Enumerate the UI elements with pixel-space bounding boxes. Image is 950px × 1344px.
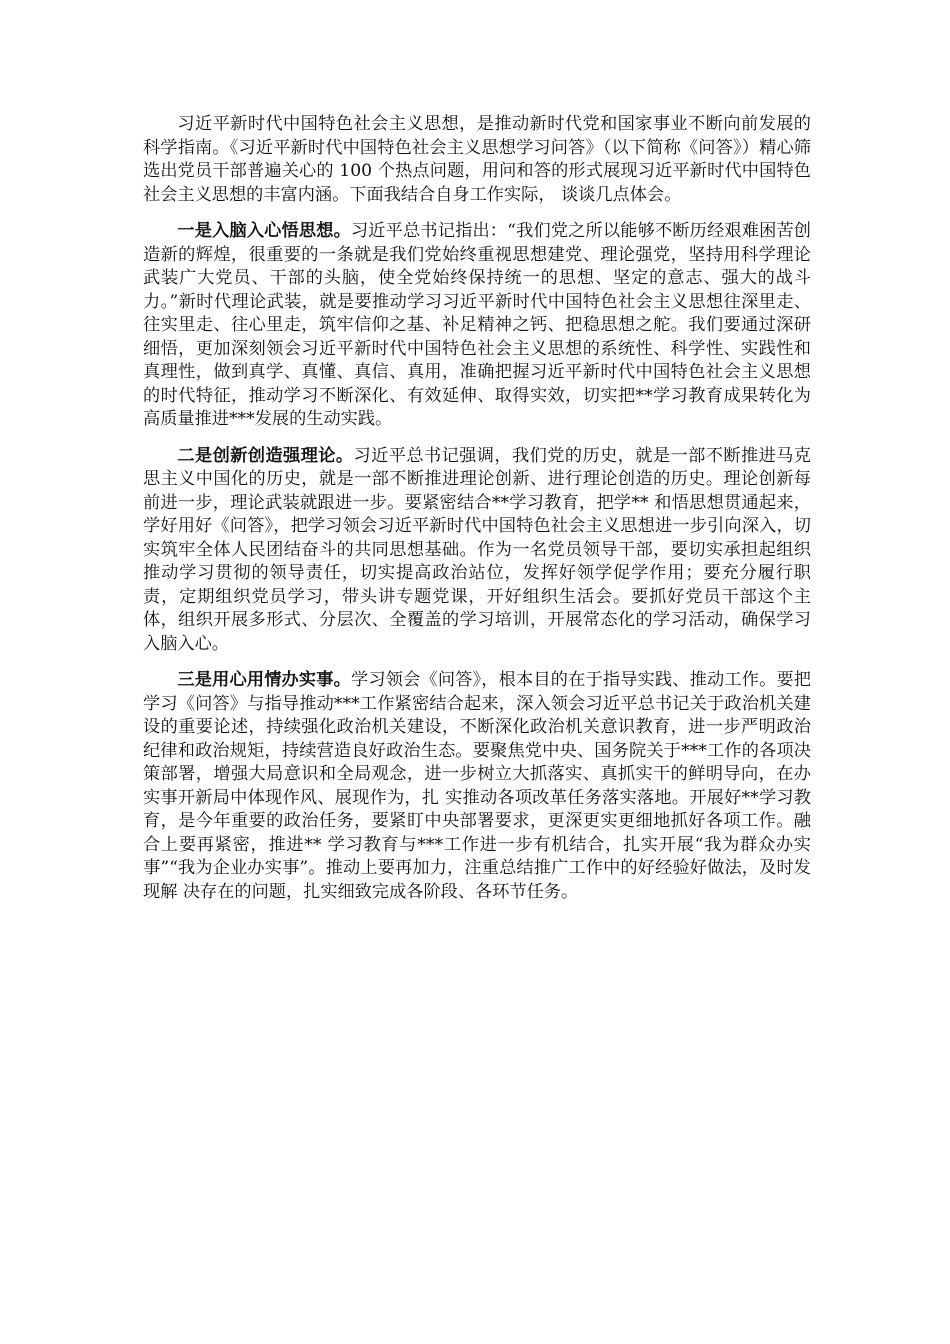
point-one-paragraph — [143, 220, 811, 432]
paragraph-text: 习近平总书记强调，我们党的历史，就是一部不断推进马克思主义中国化的历史，就是一部不断推进理论创新、进行理论创造的历史。理论创新每前进一步，理论武装就跟进一步。要紧密结合**学习教育，把学** 和悟思想贯通起来，学好用好《问答》，把学习领会习近平新时代中国特色社会主义思想进一步引向深入，切实筑牢全体人民团结奋斗的共同思想基础。作为一名党员领导干部，要切实承担起组织推动学习贯彻的领导责任，切实提高政治站位，发挥好领学促学作用；要充分履行职责，定期组织党员学习，带头讲专题党课，开好组织生活会。要抓好党员干部这个主体，组织开展多形式、分层次、全覆盖的学习培训，开展常态化的学习活动，确保学习入脑入心。 — [143, 445, 811, 654]
paragraph-heading: 一是入脑入心悟思想。 — [177, 221, 351, 241]
document-page — [143, 113, 811, 917]
point-two-paragraph — [143, 445, 811, 657]
paragraph-heading: 三是用心用情办实事。 — [177, 670, 352, 690]
point-three-paragraph — [143, 669, 811, 904]
paragraph-heading: 二是创新创造强理论。 — [177, 445, 354, 466]
paragraph-text: 学习领会《问答》，根本目的在于指导实践、推动工作。要把学习《问答》与指导推动***工作紧密结合起来，深入领会习近平总书记关于政治机关建设的重要论述，持续强化政治机关建设，不断深化政治机关意识教育，进一步严明政治纪律和政治规矩，持续营造良好政治生态。要聚焦党中央、国务院关于***工作的各项决策部署，增强大局意识和全局观念，进一步树立大抓落实、真抓实干的鲜明导向，在办实事开新局中体现作风、展现作为，扎 实推动各项改革任务落实落地。开展好**学习教育，是今年重要的政治任务，要紧盯中央部署要求，更深更实更细地抓好各项工作。融合上要再紧密，推进** 学习教育与***工作进一步有机结合，扎实开展“我为群众办实事”“我为企业办实事”。推动上要再加力，注重总结推广工作中的好经验好做法，及时发现解 决存在的问题，扎实细致完成各阶段、各环节任务。 — [143, 670, 811, 902]
paragraph-text: 习近平新时代中国特色社会主义思想，是推动新时代党和国家事业不断向前发展的科学指南。《习近平新时代中国特色社会主义思想学习问答》（以下简称《问答》）精心筛选出党员干部普遍关心的 100 个热点问题，用问和答的形式展现习近平新时代中国特色社会主义思想的丰富内涵。下面我结合自身工作实际， 谈谈几点体会。 — [143, 114, 811, 205]
paragraph-text: 习近平总书记指出：“我们党之所以能够不断历经艰难困苦创造新的辉煌，很重要的一条就是我们党始终重视思想建党、理论强党，坚持用科学理论武装广大党员、干部的头脑，使全党始终保持统一的思想、坚定的意志、强大的战斗力。”新时代理论武装，就是要推动学习习近平新时代中国特色社会主义思想往深里走、往实里走、往心里走，筑牢信仰之基、补足精神之钙、把稳思想之舵。我们要通过深研细悟，更加深刻领会习近平新时代中国特色社会主义思想的系统性、科学性、实践性和真理性，做到真学、真懂、真信、真用，准确把握习近平新时代中国特色社会主义思想的时代特征，推动学习不断深化、有效延伸、取得实效，切实把**学习教育成果转化为高质量推进***发展的生动实践。 — [143, 221, 811, 429]
intro-paragraph — [143, 113, 811, 207]
